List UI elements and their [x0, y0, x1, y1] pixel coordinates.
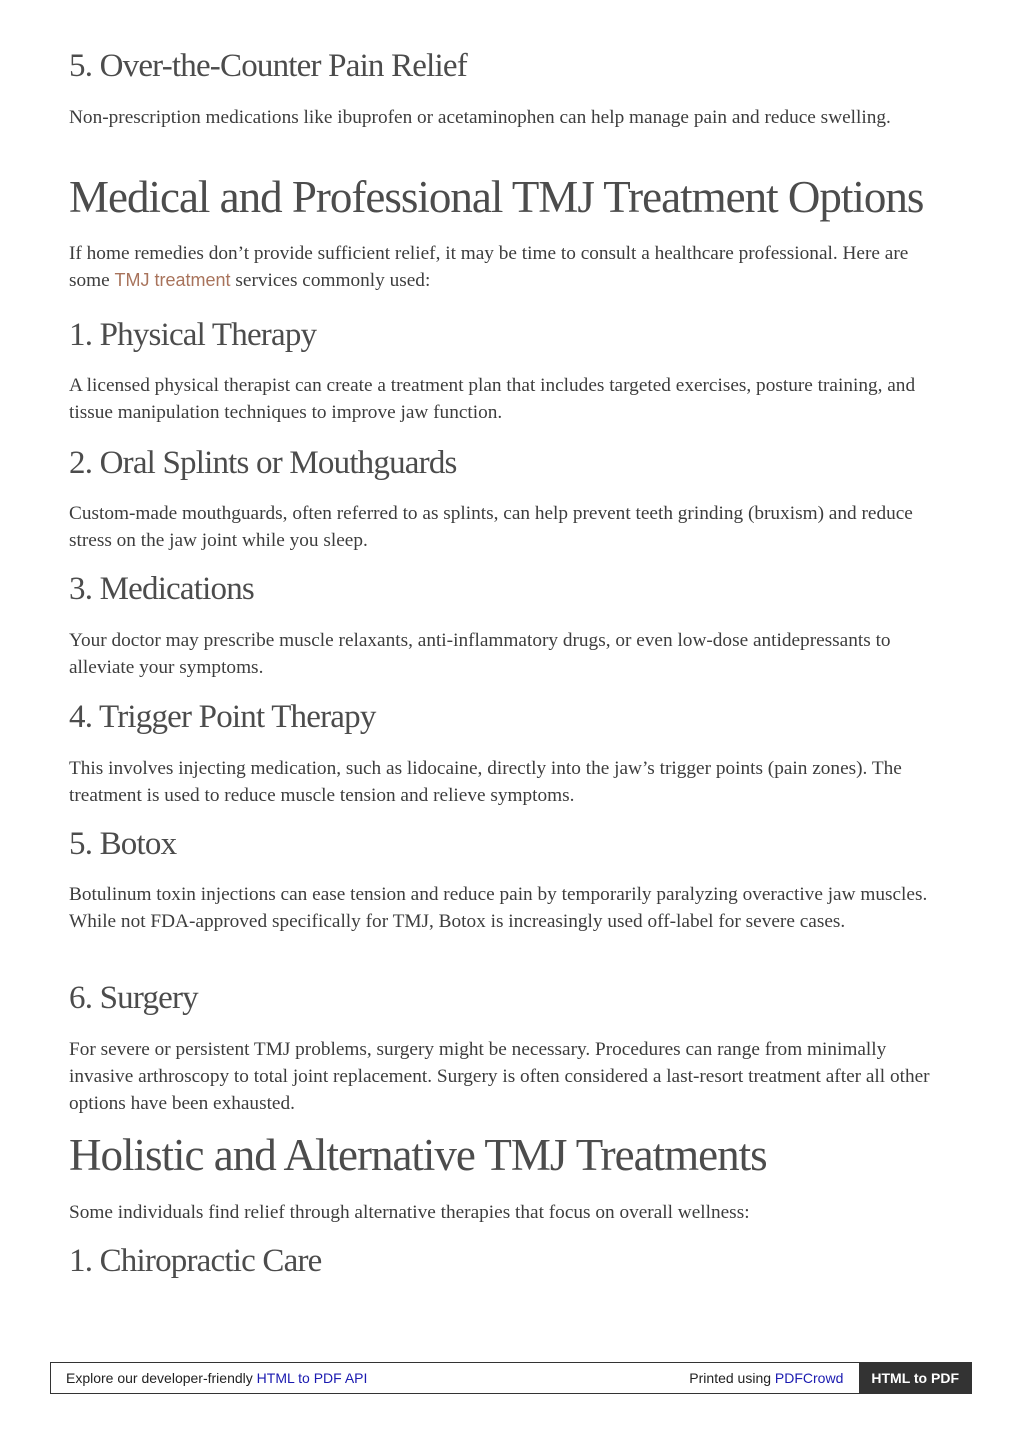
medical-intro-before: If home remedies don’t provide sufficient relief, it may be time to consult a healthcare professional. Here are some	[69, 243, 909, 291]
medications-text: Your doctor may prescribe muscle relaxants, anti-inflammatory drugs, or even low-dose antidepressants to alleviate your symptoms.	[69, 630, 891, 678]
medications-heading: 3. Medications	[69, 571, 254, 607]
footer-left-text: Explore our developer-friendly	[66, 1370, 257, 1386]
holistic-text: Some individuals find relief through alternative therapies that focus on overall wellness:	[69, 1202, 750, 1223]
html-to-pdf-api-link[interactable]: HTML to PDF API	[256, 1370, 368, 1386]
tmj-treatment-link[interactable]: TMJ treatment	[114, 270, 231, 290]
oral-splints-text: Custom-made mouthguards, often referred to as splints, can help prevent teeth grinding (bruxism) and reduce stress on the jaw joint while you sleep.	[69, 503, 913, 551]
physical-therapy-heading: 1. Physical Therapy	[69, 317, 317, 353]
otc-heading: 5. Over-the-Counter Pain Relief	[69, 48, 467, 84]
medical-intro-after: services commonly used:	[230, 270, 431, 291]
surgery-heading: 6. Surgery	[69, 980, 198, 1016]
medical-intro	[69, 240, 949, 294]
otc-text: Non-prescription medications like ibuprofen or acetaminophen can help manage pain and reduce swelling.	[69, 107, 891, 128]
medical-heading: Medical and Professional TMJ Treatment Options	[69, 172, 924, 222]
footer-right-text: Printed using	[689, 1370, 775, 1386]
html-to-pdf-badge[interactable]: HTML to PDF	[859, 1363, 971, 1393]
pdfcrowd-footer	[50, 1362, 972, 1394]
footer-left	[51, 1370, 689, 1386]
botox-heading: 5. Botox	[69, 826, 177, 862]
botox-text: Botulinum toxin injections can ease tension and reduce pain by temporarily paralyzing overactive jaw muscles. While not FDA-approved specifically for TMJ, Botox is increasingly used off-label for severe cases.	[69, 884, 928, 932]
holistic-heading: Holistic and Alternative TMJ Treatments	[69, 1130, 767, 1180]
physical-therapy-text: A licensed physical therapist can create a treatment plan that includes targeted exercises, posture training, and tissue manipulation techniques to improve jaw function.	[69, 375, 916, 423]
pdfcrowd-link[interactable]: PDFCrowd	[774, 1370, 844, 1386]
trigger-point-heading: 4. Trigger Point Therapy	[69, 699, 376, 735]
footer-right	[689, 1370, 859, 1386]
chiropractic-heading: 1. Chiropractic Care	[69, 1243, 322, 1279]
oral-splints-heading: 2. Oral Splints or Mouthguards	[69, 445, 457, 481]
surgery-text: For severe or persistent TMJ problems, surgery might be necessary. Procedures can range from minimally invasive arthroscopy to total joint replacement. Surgery is often considered a last-resort treatment after all other options have been exhausted.	[69, 1039, 930, 1114]
trigger-point-text: This involves injecting medication, such as lidocaine, directly into the jaw’s trigger points (pain zones). The treatment is used to reduce muscle tension and relieve symptoms.	[69, 758, 902, 806]
